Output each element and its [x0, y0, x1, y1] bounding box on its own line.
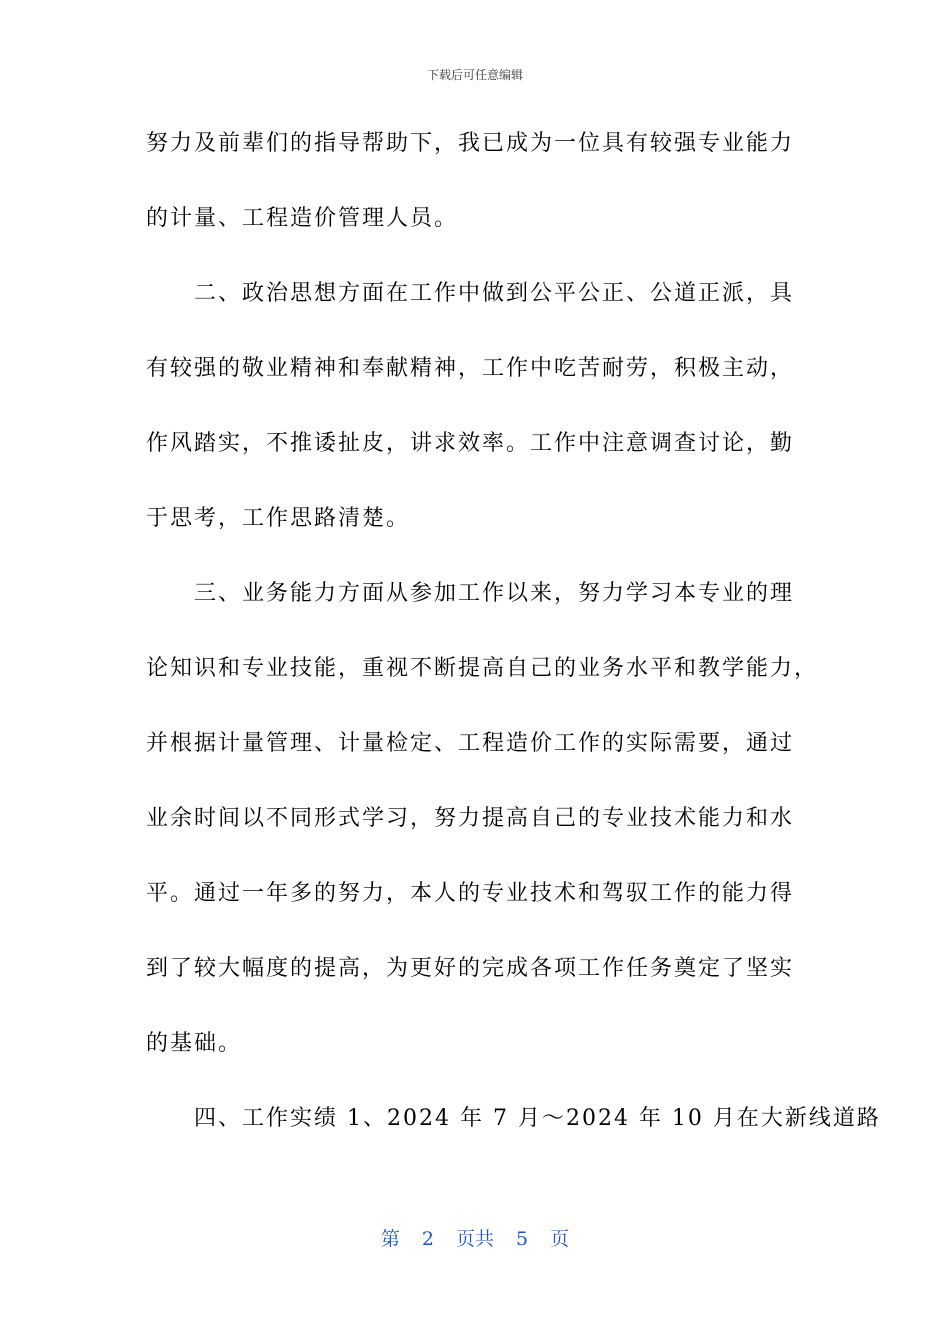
- footer-page-number: 2: [421, 1228, 434, 1250]
- page-footer: [0, 1226, 950, 1252]
- paragraph-line: 论知识和专业技能，重视不断提高自己的业务水平和教学能力，: [146, 656, 819, 681]
- paragraph-line: 作风踏实，不推诿扯皮，讲求效率。工作中注意调查讨论，勤: [146, 431, 795, 456]
- footer-ye: 页: [550, 1228, 570, 1250]
- paragraph-line: 业余时间以不同形式学习，努力提高自己的专业技术能力和水: [146, 806, 795, 831]
- footer-total-pages: 5: [516, 1228, 529, 1250]
- paragraph-line: 于思考，工作思路清楚。: [146, 506, 411, 531]
- paragraph-line: 并根据计量管理、计量检定、工程造价工作的实际需要，通过: [146, 731, 795, 756]
- footer-di: 第: [380, 1228, 400, 1250]
- paragraph-line: 平。通过一年多的努力，本人的专业技术和驾驭工作的能力得: [146, 881, 795, 906]
- paragraph-line: 努力及前辈们的指导帮助下，我已成为一位具有较强专业能力: [146, 131, 795, 156]
- paragraph-line: 有较强的敬业精神和奉献精神，工作中吃苦耐劳，积极主动，: [146, 356, 795, 381]
- paragraph-line: 的计量、工程造价管理人员。: [146, 206, 459, 231]
- footer-ye-gong: 页共: [455, 1228, 494, 1250]
- paragraph-line: 二、政治思想方面在工作中做到公平公正、公道正派，具: [194, 281, 795, 306]
- header-note: 下载后可任意编辑: [426, 68, 523, 82]
- body-text: [146, 125, 881, 1138]
- paragraph-line: 四、工作实绩 1、2024 年 7 月～2024 年 10 月在大新线道路: [194, 1106, 881, 1131]
- paragraph-line: 到了较大幅度的提高，为更好的完成各项工作任务奠定了坚实: [146, 956, 795, 981]
- paragraph-line: 的基础。: [146, 1031, 243, 1056]
- paragraph-line: 三、业务能力方面从参加工作以来，努力学习本专业的理: [194, 581, 795, 606]
